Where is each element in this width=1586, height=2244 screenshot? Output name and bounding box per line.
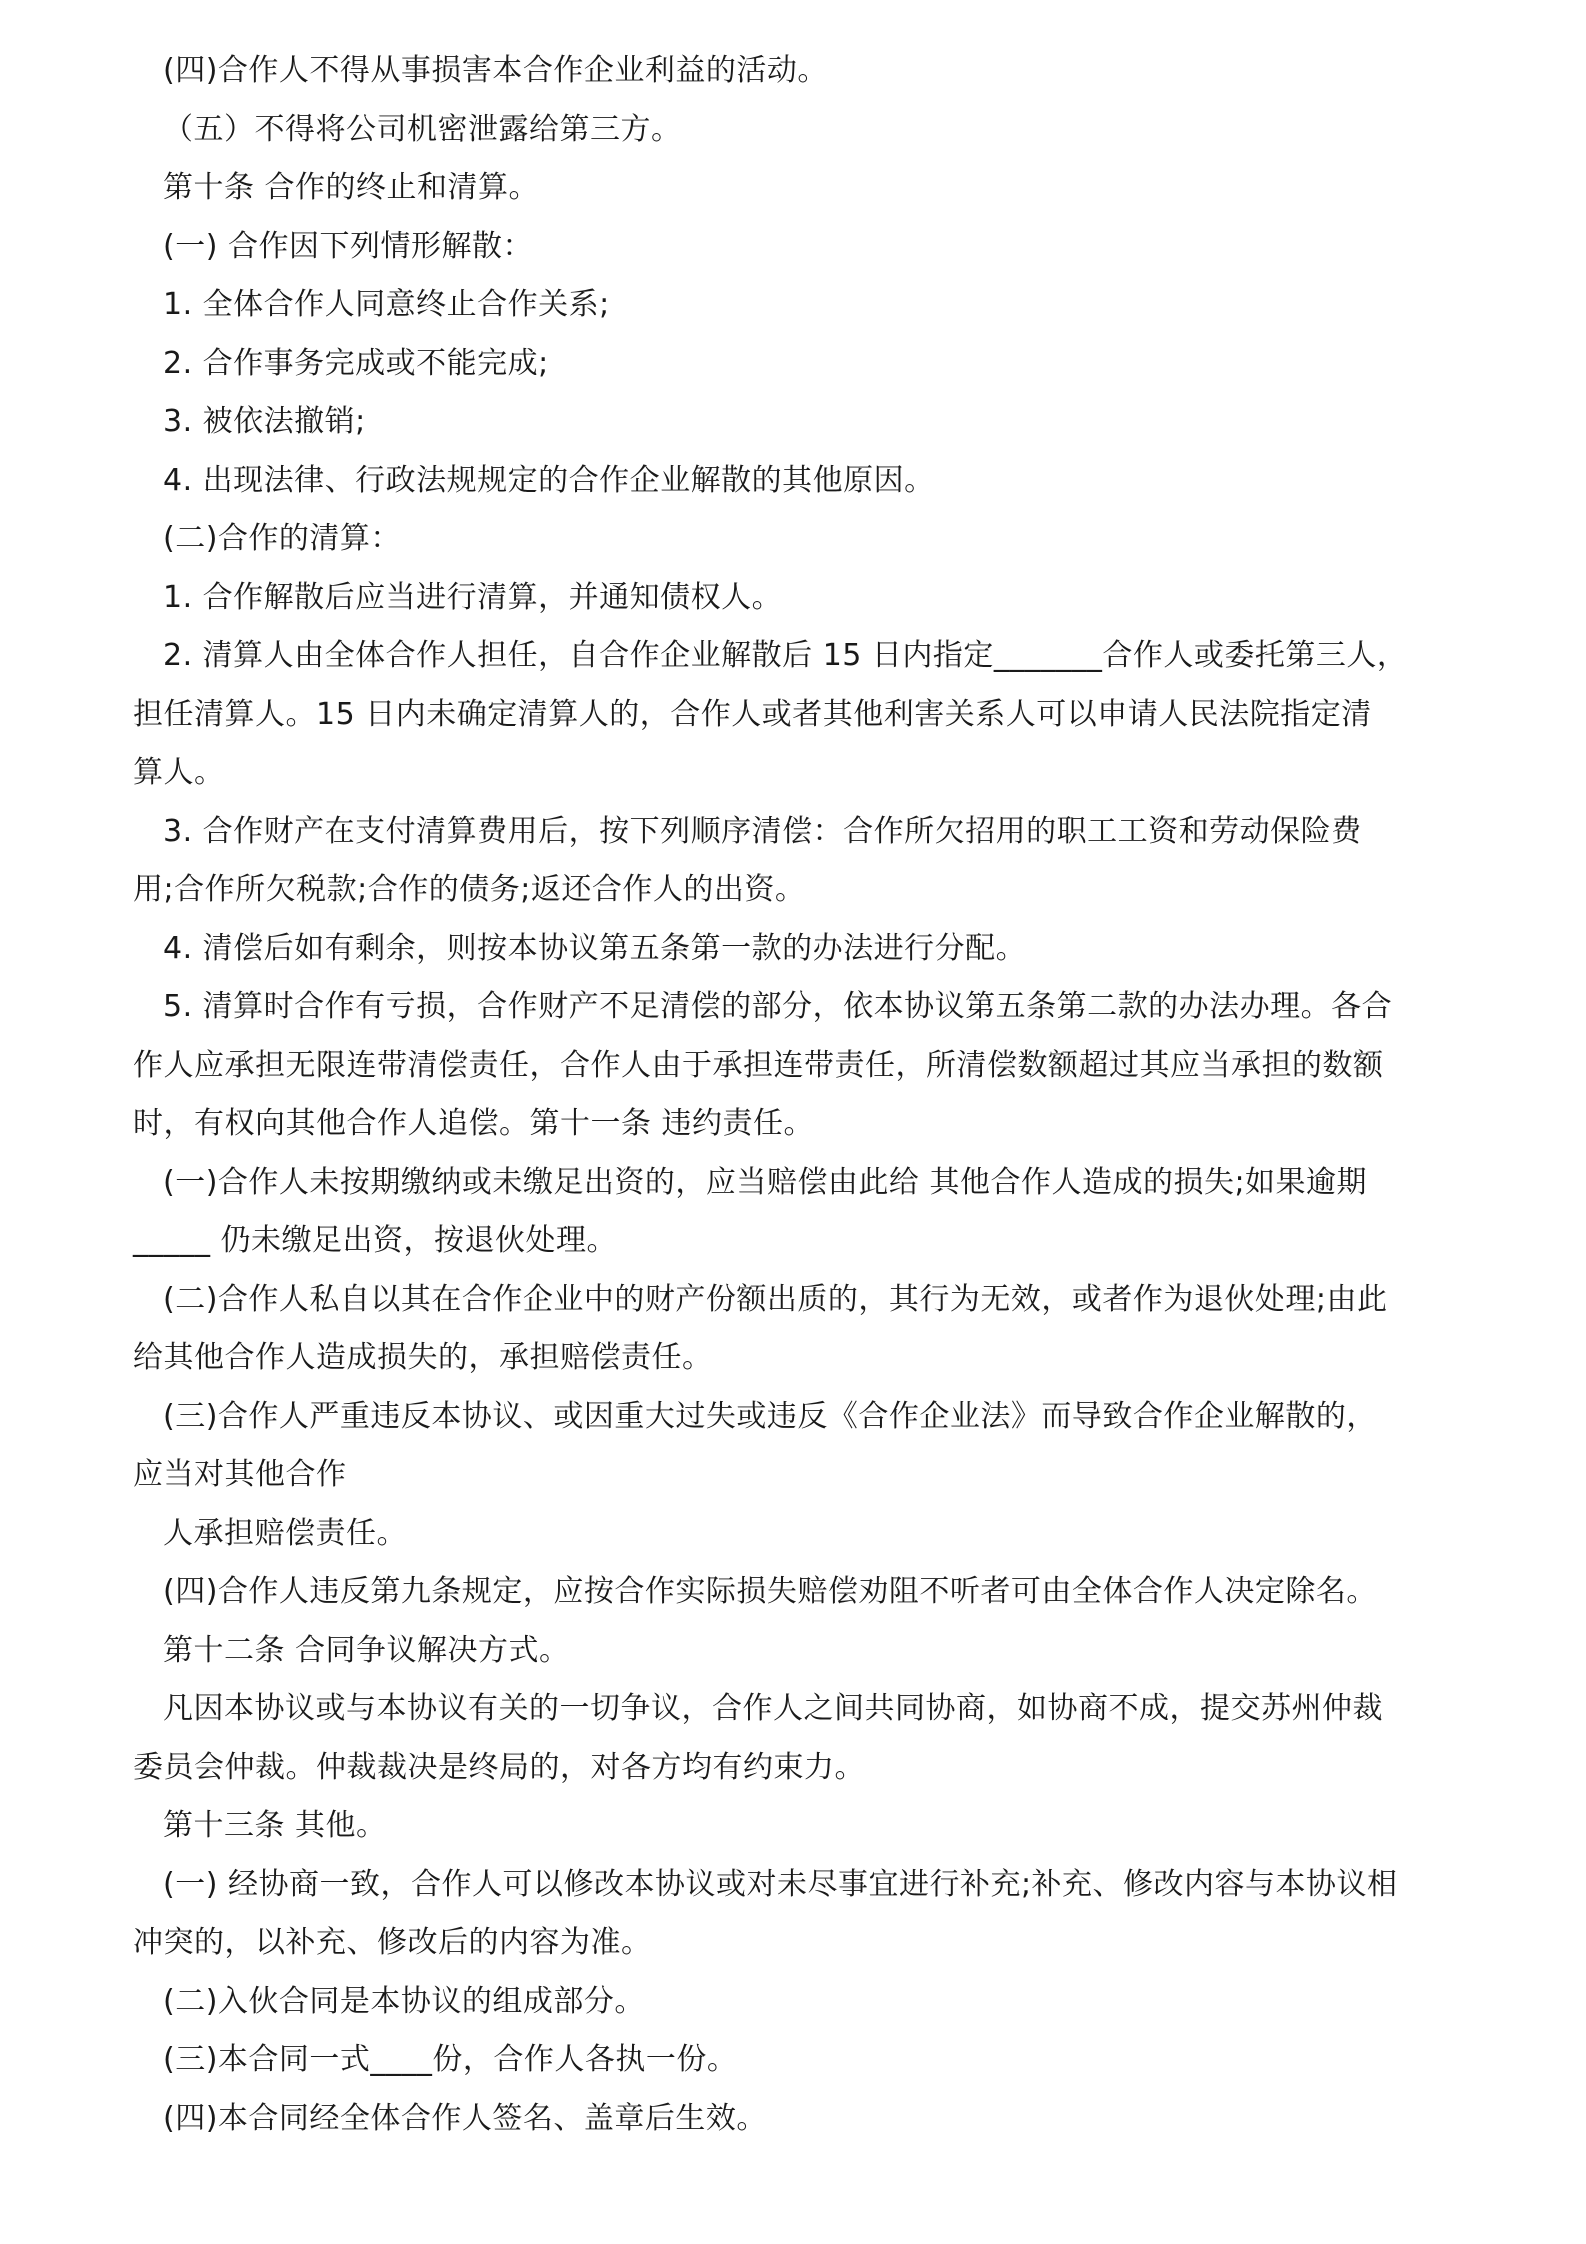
text-line-33: 冲突的，以补充、修改后的内容为准。 — [133, 1925, 652, 1960]
text-line-3: 第十条 合作的终止和清算。 — [163, 170, 540, 205]
text-line-11: 2. 清算人由全体合作人担任，自合作企业解散后 15 日内指定_______合作人或委托第三人， — [163, 638, 1408, 673]
text-line-29: 凡因本协议或与本协议有关的一切争议，合作人之间共同协商，如协商不成，提交苏州仲裁 — [163, 1691, 1383, 1726]
text-line-32: (一) 经协商一致，合作人可以修改本协议或对未尽事宜进行补充;补充、修改内容与本协议相 — [163, 1866, 1398, 1902]
text-line-13: 算人。 — [133, 755, 225, 790]
text-line-2: （五）不得将公司机密泄露给第三方。 — [163, 111, 682, 147]
text-line-1: (四)合作人不得从事损害本合作企业利益的活动。 — [163, 53, 828, 88]
text-line-34: (二)入伙合同是本协议的组成部分。 — [163, 1983, 645, 2019]
text-line-25: 应当对其他合作 — [133, 1457, 347, 1492]
text-line-35: (三)本合同一式____份，合作人各执一份。 — [163, 2042, 738, 2077]
document-body — [133, 42, 1473, 2148]
text-line-20: (一)合作人未按期缴纳或未缴足出资的，应当赔偿由此给 其他合作人造成的损失;如果逾期 — [163, 1164, 1368, 1200]
text-line-28: 第十二条 合同争议解决方式。 — [163, 1632, 570, 1668]
text-line-10: 1. 合作解散后应当进行清算，并通知债权人。 — [163, 579, 783, 615]
text-line-22: (二)合作人私自以其在合作企业中的财产份额出质的，其行为无效，或者作为退伙处理;由此 — [163, 1281, 1388, 1317]
text-line-31: 第十三条 其他。 — [163, 1808, 387, 1843]
text-line-6: 2. 合作事务完成或不能完成; — [163, 345, 549, 381]
text-line-12: 担任清算人。15 日内未确定清算人的，合作人或者其他利害关系人可以申请人民法院指定清 — [133, 696, 1372, 732]
text-line-17: 5. 清算时合作有亏损，合作财产不足清偿的部分，依本协议第五条第二款的办法办理。各合 — [163, 989, 1393, 1024]
text-line-15: 用;合作所欠税款;合作的债务;返还合作人的出资。 — [133, 872, 806, 907]
text-line-27: (四)合作人违反第九条规定，应按合作实际损失赔偿劝阻不听者可由全体合作人决定除名。 — [163, 1574, 1377, 1609]
text-line-21: _____ 仍未缴足出资，按退伙处理。 — [133, 1223, 618, 1258]
text-line-4: (一) 合作因下列情形解散： — [163, 228, 533, 264]
text-line-9: (二)合作的清算： — [163, 521, 401, 556]
text-line-30: 委员会仲裁。仲裁裁决是终局的，对各方均有约束力。 — [133, 1749, 865, 1785]
text-line-18: 作人应承担无限连带清偿责任，合作人由于承担连带责任，所清偿数额超过其应当承担的数额 — [133, 1047, 1384, 1083]
text-line-24: (三)合作人严重违反本协议、或因重大过失或违反《合作企业法》而导致合作企业解散的， — [163, 1398, 1377, 1434]
text-line-16: 4. 清偿后如有剩余，则按本协议第五条第一款的办法进行分配。 — [163, 930, 1027, 966]
text-line-14: 3. 合作财产在支付清算费用后，按下列顺序清偿：合作所欠招用的职工工资和劳动保险费 — [163, 813, 1362, 849]
text-line-23: 给其他合作人造成损失的，承担赔偿责任。 — [133, 1340, 713, 1375]
text-line-19: 时，有权向其他合作人追偿。第十一条 违约责任。 — [133, 1106, 815, 1141]
text-line-7: 3. 被依法撤销; — [163, 404, 366, 439]
text-line-26: 人承担赔偿责任。 — [163, 1515, 407, 1551]
text-line-8: 4. 出现法律、行政法规规定的合作企业解散的其他原因。 — [163, 462, 935, 498]
text-line-36: (四)本合同经全体合作人签名、盖章后生效。 — [163, 2100, 767, 2136]
text-line-5: 1. 全体合作人同意终止合作关系; — [163, 287, 610, 322]
